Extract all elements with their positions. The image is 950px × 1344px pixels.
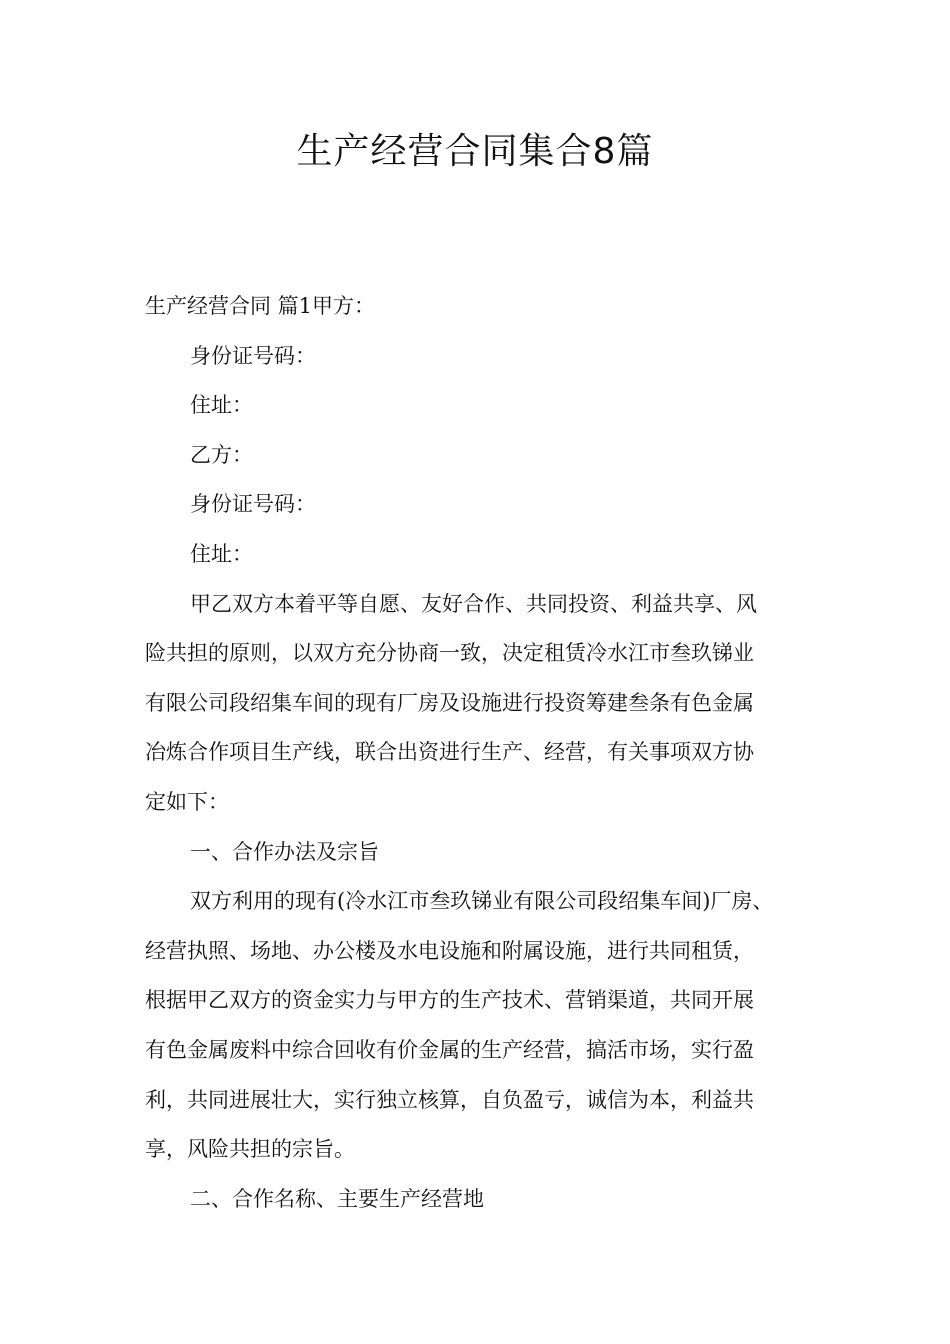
section-1-paragraph xyxy=(145,877,813,1175)
paragraph-line: 有色金属废料中综合回收有价金属的生产经营，搞活市场，实行盈 xyxy=(145,1037,754,1062)
party-b-address-field: 住址： xyxy=(190,541,253,566)
paragraph-line: 双方利用的现有(冷水江市叁玖锑业有限公司段绍集车间)厂房、 xyxy=(190,889,774,914)
paragraph-line: 享，风险共担的宗旨。 xyxy=(145,1137,355,1162)
intro-paragraph xyxy=(145,580,813,828)
party-a-address-field: 住址： xyxy=(190,393,253,418)
paragraph-line: 根据甲乙双方的资金实力与甲方的生产技术、营销渠道，共同开展 xyxy=(145,988,754,1013)
paragraph-line: 甲乙双方本着平等自愿、友好合作、共同投资、利益共享、风 xyxy=(190,591,757,616)
paragraph-line: 经营执照、场地、办公楼及水电设施和附属设施，进行共同租赁， xyxy=(145,938,754,963)
document-title: 生产经营合同集合8篇 xyxy=(296,131,654,172)
party-b-id-field: 身份证号码： xyxy=(190,492,316,517)
party-a-id-field: 身份证号码： xyxy=(190,343,316,368)
paragraph-line: 冶炼合作项目生产线，联合出资进行生产、经营，有关事项双方协 xyxy=(145,740,754,765)
section-1-heading: 一、合作办法及宗旨 xyxy=(190,839,379,864)
contract-header-line xyxy=(145,282,813,332)
paragraph-line: 险共担的原则，以双方充分协商一致，决定租赁冷水江市叁玖锑业 xyxy=(145,641,754,666)
paragraph-line: 有限公司段绍集车间的现有厂房及设施进行投资筹建叁条有色金属 xyxy=(145,690,754,715)
section-label: 生产经营合同 篇1 xyxy=(145,294,313,318)
paragraph-line: 定如下： xyxy=(145,789,229,814)
party-a-label: 甲方： xyxy=(312,294,376,318)
section-2-heading: 二、合作名称、主要生产经营地 xyxy=(190,1186,484,1211)
party-b-label: 乙方： xyxy=(190,442,253,467)
paragraph-line: 利，共同进展壮大，实行独立核算，自负盈亏，诚信为本，利益共 xyxy=(145,1087,754,1112)
document-body xyxy=(145,282,813,1224)
